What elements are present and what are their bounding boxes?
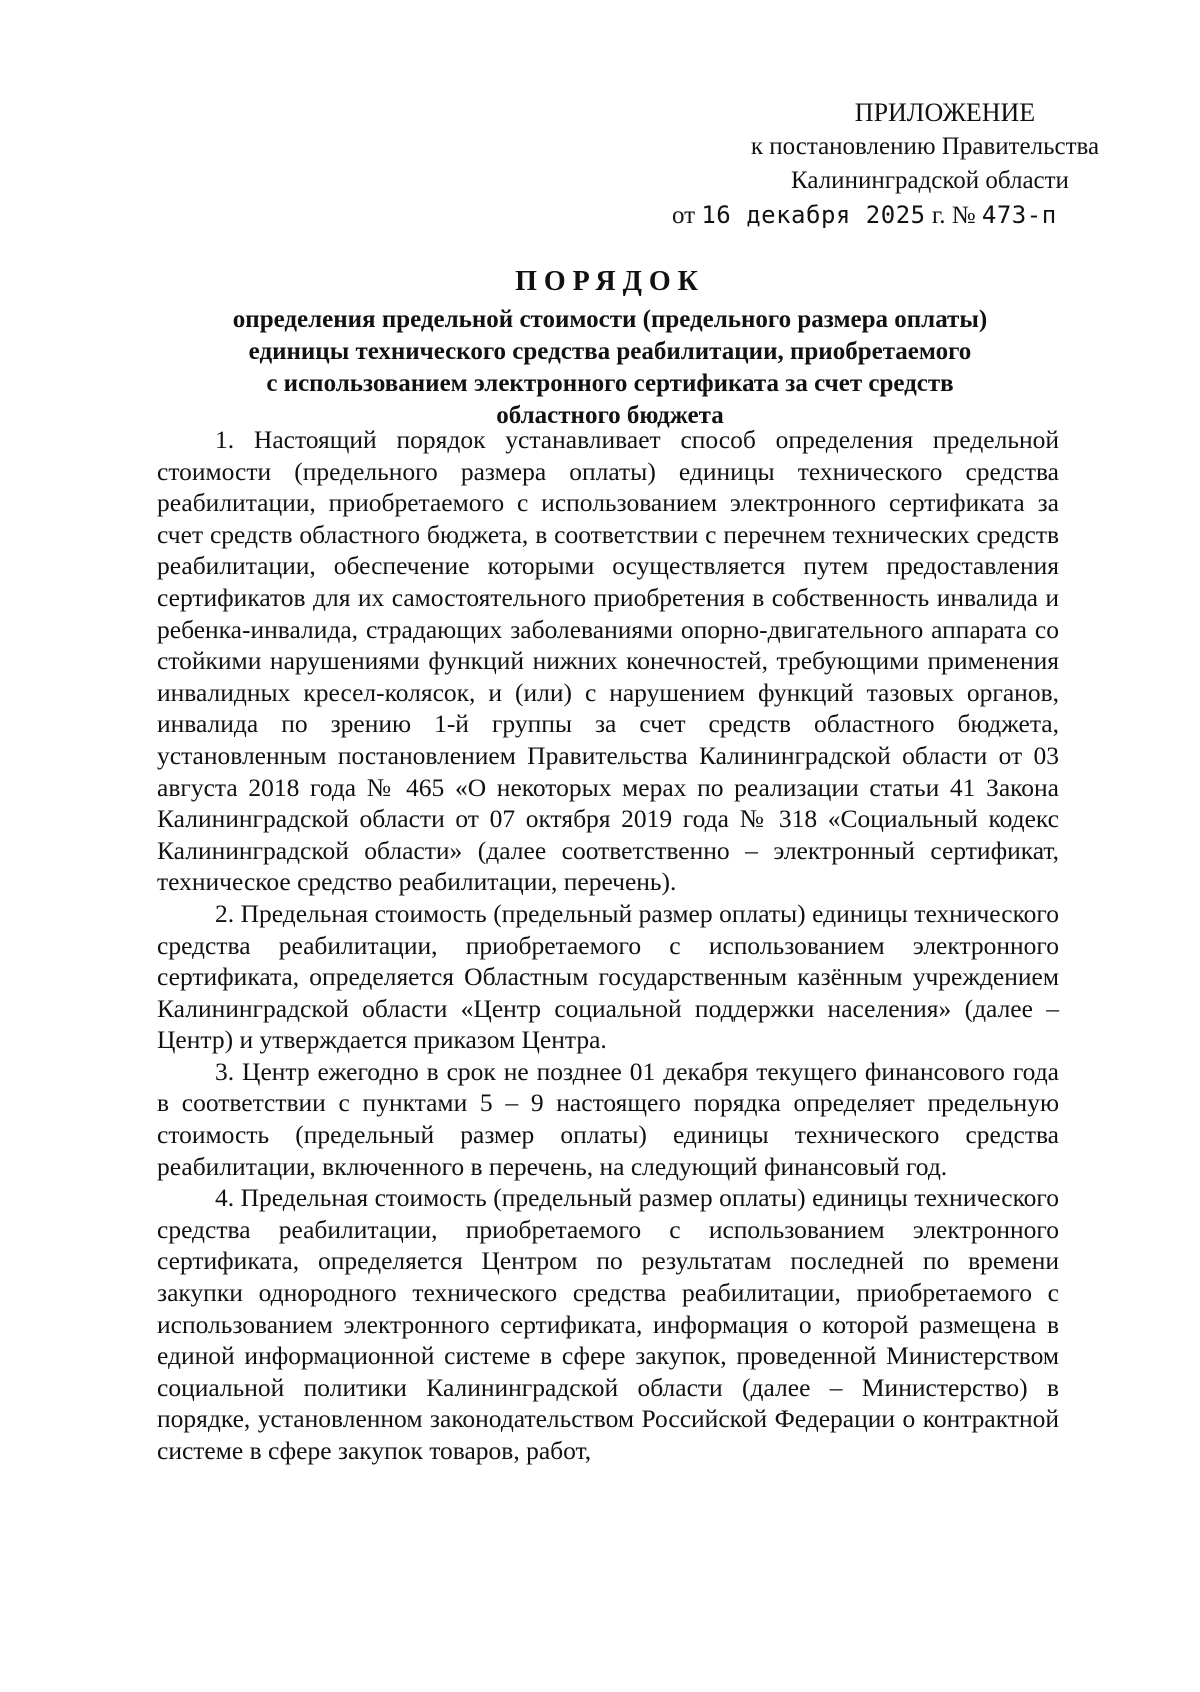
appendix-line-region: Калининградской области: [791, 167, 1069, 194]
paragraph-3: 3. Центр ежегодно в срок не позднее 01 декабря текущего финансового года в соответствии с пунктами 5 – 9 настоящего порядка определяет предельную стоимость (предельный размер оплаты) единицы технического средства реабилитации, включенного в перечень, на следующий финансовый год.: [157, 1056, 1059, 1181]
document-heading: [150, 262, 1070, 432]
paragraph-2: 2. Предельная стоимость (предельный размер оплаты) единицы технического средства реабилитации, приобретаемого с использованием электронного сертификата, определяется Областным государственным казённым учреждением Калининградской области «Центр социальной поддержки населения» (далее – Центр) и утверждается приказом Центра.: [157, 898, 1059, 1055]
appendix-header: [672, 96, 1160, 233]
subtitle-line: областного бюджета: [496, 402, 724, 429]
date-prefix: от: [672, 202, 696, 229]
date-stamp: 16 декабря 2025: [701, 201, 926, 229]
subtitle-line: определения предельной стоимости (предельного размера оплаты): [232, 306, 988, 333]
subtitle-line: единицы технического средства реабилитации, приобретаемого: [248, 338, 972, 365]
number-stamp: 473-п: [981, 201, 1057, 229]
appendix-line-resolution: к постановлению Правительства: [750, 133, 1100, 160]
subtitle-line: с использованием электронного сертификата за счет средств: [266, 370, 954, 397]
document-title: ПОРЯДОК: [515, 266, 705, 297]
document-body: [157, 424, 1059, 1467]
appendix-title: ПРИЛОЖЕНИЕ: [854, 98, 1036, 127]
appendix-date-line: [672, 198, 1160, 233]
date-number-sign: г. №: [931, 202, 976, 229]
paragraph-4: 4. Предельная стоимость (предельный размер оплаты) единицы технического средства реабилитации, приобретаемого с использованием электронного сертификата, определяется Центром по результатам последней по времени закупки однородного технического средства реабилитации, приобретаемого с использованием электронного сертификата, информация о которой размещена в единой информационной системе в сфере закупок, проведенной Министерством социальной политики Калининградской области (далее – Министерство) в порядке, установленном законодательством Российской Федерации о контрактной системе в сфере закупок товаров, работ,: [157, 1183, 1059, 1465]
paragraph-1: 1. Настоящий порядок устанавливает способ определения предельной стоимости (предельного размера оплаты) единицы технического средства реабилитации, приобретаемого с использованием электронного сертификата за счет средств областного бюджета, в соответствии с перечнем технических средств реабилитации, обеспечение которыми осуществляется путем предоставления сертификатов для их самостоятельного приобретения в собственность инвалида и ребенка-инвалида, страдающих заболеваниями опорно-двигательного аппарата со стойкими нарушениями функций нижних конечностей, требующими применения инвалидных кресел-колясок, и (или) с нарушением функций тазовых органов, инвалида по зрению 1-й группы за счет средств областного бюджета, установленным постановлением Правительства Калининградской области от 03 августа 2018 года № 465 «О некоторых мерах по реализации статьи 41 Закона Калининградской области от 07 октября 2019 года № 318 «Социальный кодекс Калининградской области» (далее соответственно – электронный сертификат, техническое средство реабилитации, перечень).: [157, 425, 1059, 897]
